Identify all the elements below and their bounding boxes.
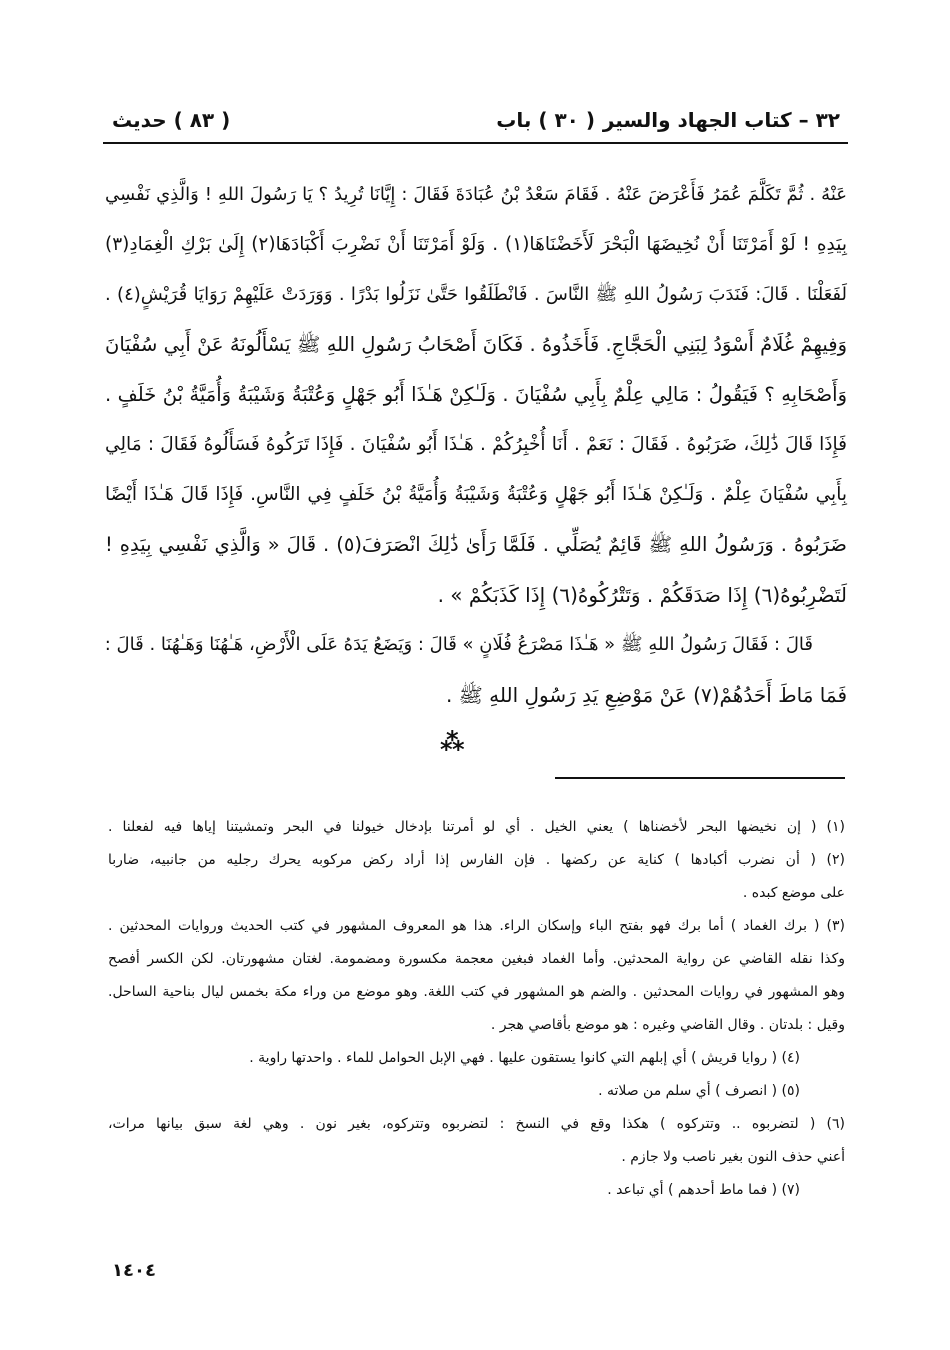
footnote-line: (٥) ( انصرف ) أي سلم من صلاته . bbox=[598, 1083, 800, 1099]
footnote-line: على موضع كبده . bbox=[742, 885, 845, 901]
header-rule bbox=[103, 142, 848, 144]
footnote-line: (٧) ( فما ماط أحدهم ) أي تباعد . bbox=[607, 1182, 800, 1198]
running-header-hadith: ( ٨٣ ) حديث bbox=[112, 108, 231, 132]
running-header-book: ٣٢ – كتاب الجهاد والسير bbox=[602, 108, 840, 132]
text-line: وَأَصْحَابِهِ ؟ فَيَقُولُ : مَالِي عِلْمٌ بِأَبِي سُفْيَانَ . وَلَـٰكِنْ هَـٰذَا أَبُو جَهْلٍ وَعُتْبَةُ وَشَيْبَةُ وَأُمَيَّةُ بْنُ خَلَفٍ . bbox=[105, 383, 847, 406]
section-ornament: ⁂ bbox=[440, 728, 465, 756]
footnote-line: (٢) ( أن نضرب أكبادها ) كناية عن ركضها . فإن الفارس إذا أراد ركض مركوبه يحرك رجليه من جانبيه، ضاربا bbox=[108, 852, 845, 868]
text-line: عَنْهُ . ثُمَّ تَكَلَّمَ عُمَرُ فَأَعْرَضَ عَنْهُ . فَقَامَ سَعْدُ بْنُ عُبَادَةَ فَقَالَ : إِيَّانَا تُرِيدُ ؟ يَا رَسُولَ اللهِ ! وَالَّذِي نَفْسِي bbox=[105, 184, 847, 205]
text-line: وَفِيهِمْ غُلَامٌ أَسْوَدُ لِبَنِي الْحَجَّاجِ. فَأَخَذُوهُ . فَكَانَ أَصْحَابُ رَسُولِ اللهِ ﷺ يَسْأَلُونَهُ عَنْ أَبِي سُفْيَانَ bbox=[105, 333, 847, 356]
running-header-chapter: ( ٣٠ ) باب bbox=[496, 108, 595, 132]
footnote-line: (٤) ( روايا قريش ) أي إبلهم التي كانوا يستقون عليها . فهي الإبل الحوامل للماء . واحدتها راوية . bbox=[249, 1050, 800, 1066]
footnote-line: وكذا نقله القاضي عن رواية المحدثين. وأما الغماد فبغين معجمة مكسورة ومضمومة. لغتان مشهورتان. لكن الكسر أفصح bbox=[108, 951, 845, 967]
text-line: قَالَ : فَقَالَ رَسُولُ اللهِ ﷺ « هَـٰذَا مَصْرَعُ فُلَانٍ » قَالَ : وَيَضَعُ يَدَهُ عَلَى الْأَرْضِ، هَـٰهُنَا وَهَـٰهُنَا . قَالَ : bbox=[104, 634, 813, 655]
footnote-line: أعني حذف النون بغير ناصب ولا جازم . bbox=[621, 1149, 845, 1165]
footnote-line: وقيل : بلدتان . وقال القاضي وغيره : هو موضع بأقاصي هجر . bbox=[490, 1017, 845, 1033]
text-line: بِيَدِهِ ! لَوْ أَمَرْتَنَا أَنْ نُخِيضَهَا الْبَحْرَ لَأَخَضْنَاهَا(١) . وَلَوْ أَمَرْتَنَا أَنْ نَضْرِبَ أَكْبَادَهَا(٢) إِلَىٰ بَرْكِ الْغِمَادِ(٣) bbox=[105, 234, 847, 255]
text-line: بِأَبِي سُفْيَانَ عِلْمٌ . وَلَـٰكِنْ هَـٰذَا أَبُو جَهْلٍ وَعُتْبَةُ وَشَيْبَةُ وَأُمَيَّةُ بْنُ خَلَفٍ فِي النَّاسِ. فَإِذَا قَالَ هَـٰذَا أَيْضًا bbox=[105, 484, 847, 505]
text-line: فَمَا مَاطَ أَحَدُهُمْ(٧) عَنْ مَوْضِعِ يَدِ رَسُولِ اللهِ ﷺ . bbox=[445, 683, 847, 707]
text-line: فَإِذَا قَالَ ذَٰلِكَ، ضَرَبُوهُ . فَقَالَ : نَعَمْ . أَنَا أُخْبِرُكُمْ . هَـٰذَا أَبُو سُفْيَانَ . فَإِذَا تَرَكُوهُ فَسَأَلُوهُ فَقَالَ : مَالِي bbox=[105, 434, 847, 455]
text-line: لَفَعَلْنَا . قَالَ: فَنَدَبَ رَسُولُ اللهِ ﷺ النَّاسَ . فَانْطَلَقُوا حَتَّىٰ نَزَلُوا بَدْرًا . وَوَرَدَتْ عَلَيْهِمْ رَوَايَا قُرَيْشٍ(٤) . bbox=[105, 284, 847, 305]
text-line: لَتَضْرِبُوهُ(٦) إِذَا صَدَقَكُمْ . وَتَتْرُكُوهُ(٦) إِذَا كَذَبَكُمْ » . bbox=[437, 583, 847, 607]
footnote-line: وهو المشهور في روايات المحدثين . والضم هو المشهور في كتب اللغة. وهو موضع من وراء مكة بخمس ليال بناحية الساحل. bbox=[108, 984, 845, 1000]
footnote-line: (٣) ( برك الغماد ) أما برك فهو بفتح الباء وإسكان الراء. هذا هو المعروف المشهور في كتب الحديث وروايات المحدثين . bbox=[108, 918, 845, 934]
page-number: ١٤٠٤ bbox=[112, 1260, 156, 1281]
text-line: ضَرَبُوهُ . وَرَسُولُ اللهِ ﷺ قَائِمٌ يُصَلِّي . فَلَمَّا رَأَىٰ ذَٰلِكَ انْصَرَفَ(٥) . قَالَ « وَالَّذِي نَفْسِي بِيَدِهِ ! bbox=[105, 533, 847, 556]
footnote-line: (١) ( إن نخيضها البحر لأخضناها ) يعني الخيل . أي لو أمرتنا بإدخال خيولنا في البحر وتمشيتنا إياها فيه لفعلنا . bbox=[108, 819, 845, 835]
footnote-rule bbox=[555, 777, 845, 779]
footnote-line: (٦) ( لتضربوه .. وتتركوه ) هكذا وقع في النسخ : لتضربوه وتتركوه، بغير نون . وهي لغة سبق بيانها مرات، bbox=[108, 1116, 845, 1132]
